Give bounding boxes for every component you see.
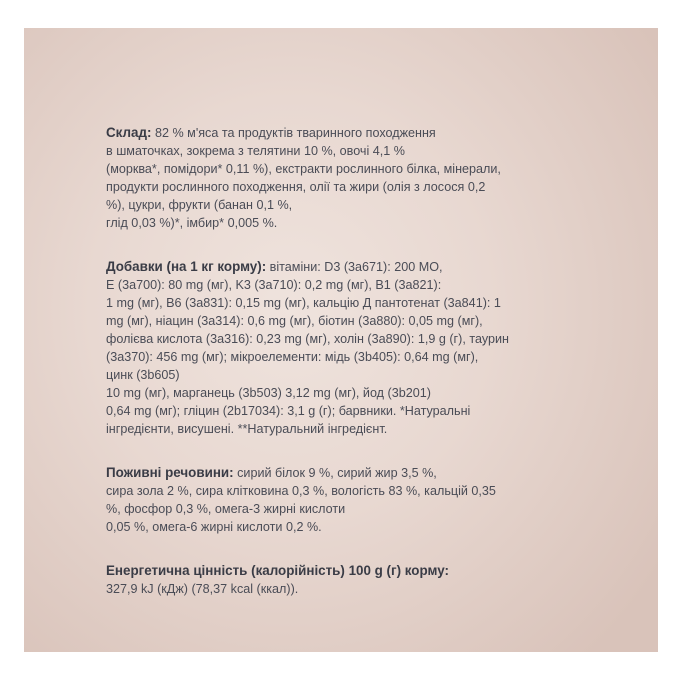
additives-line-3: 1 mg (мг), B6 (3a831): 0,15 mg (мг), кальцію Д пантотенат (3a841): 1 [106,296,501,310]
nutrients-label: Поживні речовини: [106,465,234,480]
composition-line-2: в шматочках, зокрема з телятини 10 %, овочі 4,1 % [106,144,405,158]
composition-line-5: %), цукри, фрукти (банан 0,1 %, [106,198,293,212]
additives-text: вітаміни: D3 (3a671): 200 МО, [266,260,443,274]
energy-label: Енергетична цінність (калорійність) 100 g (г) корму: [106,563,449,578]
product-info-text [106,124,626,624]
additives-line-6: (3a370): 456 mg (мг); мікроелементи: мідь (3b405): 0,64 mg (мг), [106,350,479,364]
composition-line-6: глід 0,03 %)*, імбир* 0,005 %. [106,216,278,230]
nutrients-line-4: 0,05 %, омега-6 жирні кислоти 0,2 %. [106,520,322,534]
energy-section [106,562,626,598]
composition-text: 82 % м'яса та продуктів тваринного походження [151,126,436,140]
additives-label: Добавки (на 1 кг корму): [106,259,267,274]
energy-line-1 [106,562,626,580]
info-card [24,28,658,652]
additives-section [106,258,626,438]
composition-label: Склад: [106,125,152,140]
composition-section [106,124,626,232]
additives-line-2: E (3a700): 80 mg (мг), K3 (3a710): 0,2 mg (мг), B1 (3a821): [106,278,442,292]
additives-line-5: фолієва кислота (3a316): 0,23 mg (мг), холін (3a890): 1,9 g (г), таурин [106,332,509,346]
additives-line-4: mg (мг), ніацин (3a314): 0,6 mg (мг), біотин (3a880): 0,05 mg (мг), [106,314,483,328]
nutrients-line-3: %, фосфор 0,3 %, омега-3 жирні кислоти [106,502,346,516]
additives-line-7: цинк (3b605) [106,368,180,382]
nutrients-text: сирий білок 9 %, сирий жир 3,5 %, [233,466,437,480]
additives-line-10: інгредієнти, висушені. **Натуральний інгредієнт. [106,422,388,436]
nutrients-line-1 [106,464,626,482]
additives-line-8: 10 mg (мг), марганець (3b503) 3,12 mg (мг), йод (3b201) [106,386,431,400]
composition-line-4: продукти рослинного походження, олії та жири (олія з лосося 0,2 [106,180,486,194]
composition-line-3: (морква*, помідори* 0,11 %), екстракти рослинного білка, мінерали, [106,162,501,176]
additives-line-1 [106,258,626,276]
energy-line-2: 327,9 kJ (кДж) (78,37 kcal (ккал)). [106,582,299,596]
nutrients-section [106,464,626,536]
additives-line-9: 0,64 mg (мг); гліцин (2b17034): 3,1 g (г); барвники. *Натуральні [106,404,471,418]
composition-line-1 [106,124,626,142]
nutrients-line-2: сира зола 2 %, сира клітковина 0,3 %, вологість 83 %, кальцій 0,35 [106,484,496,498]
